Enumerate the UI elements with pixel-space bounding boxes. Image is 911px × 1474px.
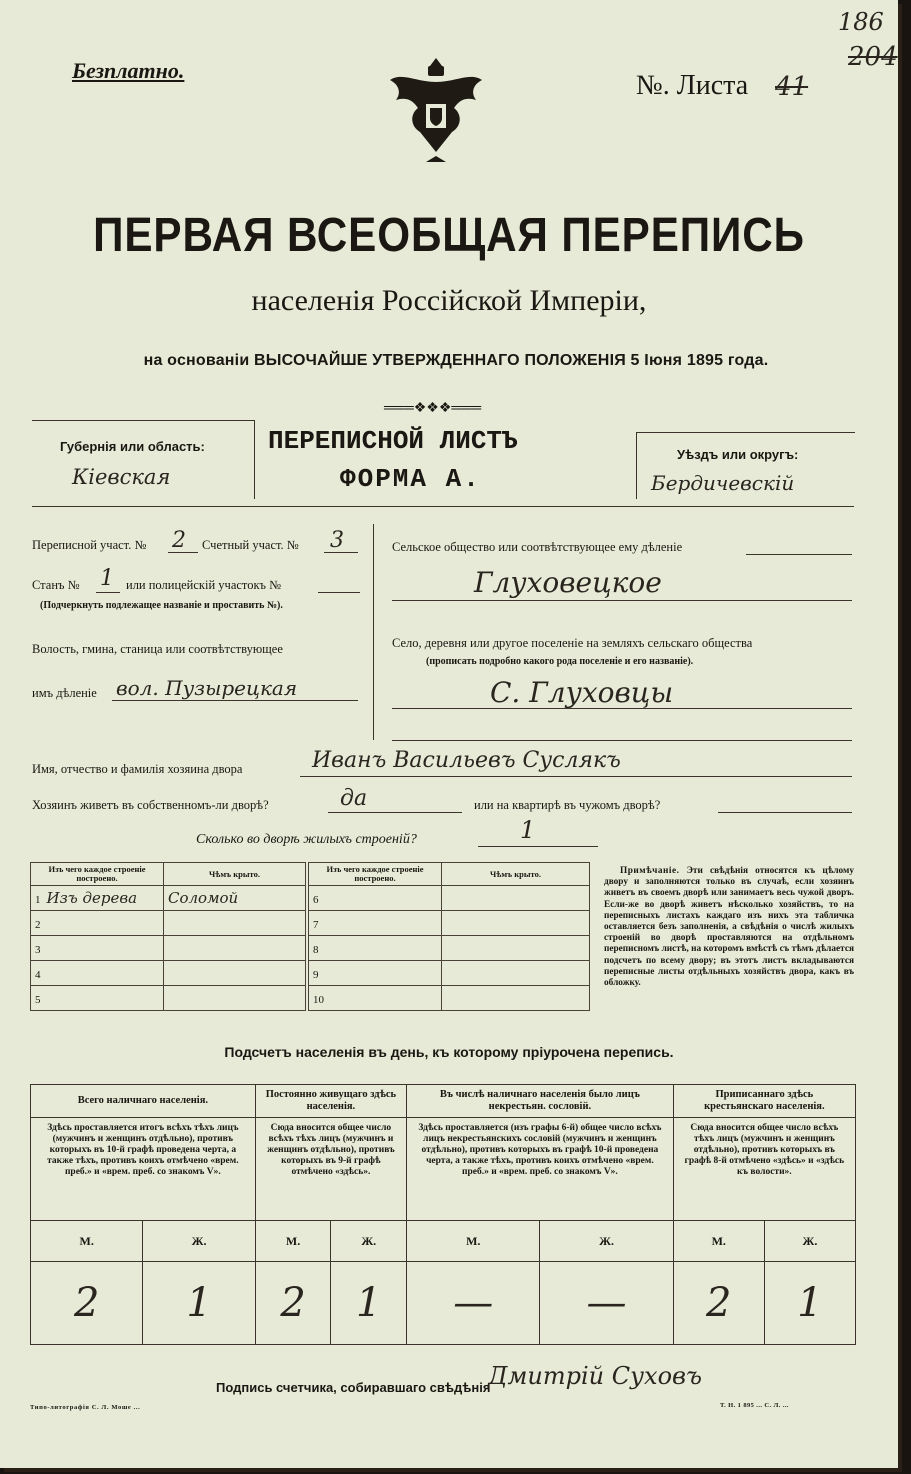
stan-label: Станъ № xyxy=(32,578,80,592)
village-note: (прописать подробно какого рода поселеніе и его названіе). xyxy=(426,656,694,667)
count-value-row xyxy=(31,1262,856,1345)
footer-right: Т. Н. 1 895 ... С. Л. ... xyxy=(720,1402,789,1409)
building-row xyxy=(31,911,306,936)
stan-rest: или полицейскій участокъ № xyxy=(126,578,282,592)
building-row xyxy=(309,961,590,986)
building-row xyxy=(309,911,590,936)
society-label: Сельское общество или соотвѣтствующее ему дѣленіе xyxy=(392,540,683,554)
village-label: Село, деревня или другое поселеніе на земляхъ сельскаго общества xyxy=(392,636,753,650)
schetny-value: 3 xyxy=(330,528,344,553)
count-column-head: Всего наличнаго населенія. xyxy=(31,1085,256,1118)
row-number: 4 xyxy=(35,969,41,981)
roof-value xyxy=(164,986,306,1011)
row-number: 6 xyxy=(313,894,319,906)
signature-value: Дмитрій Суховъ xyxy=(488,1362,702,1390)
building-row xyxy=(31,886,306,911)
male-label: М. xyxy=(407,1221,540,1262)
female-count: — xyxy=(540,1262,673,1345)
column-divider xyxy=(373,524,374,740)
stan-note: (Подчеркнуть подлежащее названіе и проставить №). xyxy=(40,600,283,611)
society-value: Глуховецкое xyxy=(474,566,662,599)
village-value: С. Глуховцы xyxy=(490,676,674,709)
double-headed-eagle-emblem xyxy=(380,52,492,164)
roof-value xyxy=(442,936,590,961)
row-number: 3 xyxy=(35,944,41,956)
building-row xyxy=(309,986,590,1011)
archive-number-struck: 204 xyxy=(848,42,898,72)
col-material: Изъ чего каждое строеніе построено. xyxy=(31,863,164,886)
male-count: — xyxy=(407,1262,540,1345)
lives-rest: или на квартирѣ въ чужомъ дворѣ? xyxy=(474,798,661,812)
roof-value xyxy=(442,886,590,911)
lives-label: Хозяинъ живетъ въ собственномъ-ли дворѣ? xyxy=(32,798,269,812)
roof-value xyxy=(442,911,590,936)
guberniya-label: Губернія или область: xyxy=(60,439,205,454)
male-count: 2 xyxy=(673,1262,764,1345)
male-count: 2 xyxy=(31,1262,143,1345)
row-number: 7 xyxy=(313,919,319,931)
form-subtitle: ФОРМА А. xyxy=(340,464,481,494)
form-title: ПЕРЕПИСНОЙ ЛИСТЪ xyxy=(268,426,518,456)
signature-label: Подпись счетчика, собиравшаго свѣдѣнія xyxy=(216,1380,491,1395)
buildings-table-right xyxy=(308,862,590,1011)
roof-value xyxy=(164,911,306,936)
building-row xyxy=(31,961,306,986)
building-row xyxy=(31,986,306,1011)
male-label: М. xyxy=(255,1221,331,1262)
uezd-label: Уѣздъ или округъ: xyxy=(677,447,799,462)
volost-label-2: имъ дѣленіе xyxy=(32,686,97,700)
stan-value: 1 xyxy=(100,566,114,591)
row-number: 9 xyxy=(313,969,319,981)
roof-value xyxy=(442,986,590,1011)
count-head-row xyxy=(31,1085,856,1118)
buildings-label: Сколько во дворѣ жилыхъ строеній? xyxy=(196,832,417,847)
volost-value: вол. Пузырецкая xyxy=(116,676,298,700)
lives-value: да xyxy=(340,786,368,811)
col-roof: Чѣмъ крыто. xyxy=(164,863,306,886)
main-title: ПЕРВАЯ ВСЕОБЩАЯ ПЕРЕПИСЬ xyxy=(93,209,805,262)
note-text: Эти свѣдѣнія относятся къ цѣлому двору и заполняются только въ случаѣ, если хозяинъ живетъ въ своемъ дворѣ или занимаетъ весь чужой дворъ. Если-же во дворѣ живетъ нѣсколько хозяйствъ, то на переписныхъ листахъ каждаго изъ нихъ эта табличка оставляется безъ заполненія, а свѣдѣнія о числѣ жилыхъ строеній во дворѣ проставляются на отдѣльномъ переписномъ листѣ, на которомъ вмѣстѣ съ тѣмъ дѣлается подсчетъ по всему двору; въ этотъ листъ вкладываются переписные листы отдѣльныхъ хозяйствъ двора, какъ въ обложку. xyxy=(604,866,854,989)
building-row xyxy=(309,936,590,961)
buildings-table-left xyxy=(30,862,306,1011)
uchastok-label: Переписной участ. № xyxy=(32,538,147,552)
volost-label: Волость, гмина, станица или соотвѣтствующее xyxy=(32,642,283,656)
count-mf-row xyxy=(31,1221,856,1262)
count-column-head: Приписаннаго здѣсь крестьянскаго населенія. xyxy=(673,1085,855,1118)
note-block xyxy=(604,866,854,989)
row-number: 2 xyxy=(35,919,41,931)
count-column-desc: Здѣсь проставляется (изъ графы 6-й) общее число всѣхъ лицъ некрестьянскихъ сословій (мужчинъ и женщинъ отдѣльно), противъ которыхъ въ графѣ 10-й проведена черта, а также тѣхъ, противъ коихъ отмѣчено «врем. преб.» и «врем. преб. со знакомъ V». xyxy=(407,1118,674,1221)
sheet-number-label: №. Листа xyxy=(636,70,749,101)
note-title: Примѣчаніе. xyxy=(620,866,680,876)
row-number: 8 xyxy=(313,944,319,956)
male-label: М. xyxy=(31,1221,143,1262)
building-row xyxy=(31,936,306,961)
uezd-value: Бердичевскій xyxy=(651,471,795,495)
row-number: 1 xyxy=(35,894,41,906)
count-column-desc: Здѣсь проставляется итогъ всѣхъ тѣхъ лицъ (мужчинъ и женщинъ отдѣльно), противъ которыхъ въ 10-й графѣ проведена черта, а также тѣхъ, противъ коихъ отмѣчено «врем. преб.» и «врем. преб. со знакомъ V». xyxy=(31,1118,256,1221)
row-number: 5 xyxy=(35,994,41,1006)
count-column-desc: Сюда вносится общее число всѣхъ тѣхъ лицъ (мужчинъ и женщинъ отдѣльно), противъ которыхъ въ 9-й графѣ отмѣчено «здѣсь». xyxy=(255,1118,406,1221)
basis-line: на основаніи ВЫСОЧАЙШЕ УТВЕРЖДЕННАГО ПОЛОЖЕНІЯ 5 Іюня 1895 года. xyxy=(143,352,769,369)
male-label: М. xyxy=(673,1221,764,1262)
ornament-divider: ═══❖❖❖═══ xyxy=(384,401,482,416)
subtitle: населенія Россійской Имперіи, xyxy=(251,284,647,317)
sheet-number-value: 41 xyxy=(775,72,809,102)
owner-value: Иванъ Васильевъ Суслякъ xyxy=(312,748,621,773)
roof-value xyxy=(164,961,306,986)
roof-value xyxy=(442,961,590,986)
uchastok-value: 2 xyxy=(172,528,186,553)
female-count: 1 xyxy=(143,1262,255,1345)
archive-number: 186 xyxy=(838,8,884,36)
roof-value: Соломой xyxy=(164,886,306,911)
female-label: Ж. xyxy=(331,1221,407,1262)
guberniya-value: Кіевская xyxy=(72,465,171,489)
count-title: Подсчетъ населенія въ день, къ которому пріурочена перепись. xyxy=(224,1044,674,1060)
count-column-head: Постоянно живущаго здѣсь населенія. xyxy=(255,1085,406,1118)
female-label: Ж. xyxy=(540,1221,673,1262)
female-count: 1 xyxy=(764,1262,855,1345)
building-row xyxy=(309,886,590,911)
count-column-head: Въ числѣ наличнаго населенія было лицъ некрестьян. сословій. xyxy=(407,1085,674,1118)
uezd-box xyxy=(636,432,855,499)
roof-value xyxy=(164,936,306,961)
owner-label: Имя, отчество и фамилія хозяина двора xyxy=(32,762,243,776)
female-label: Ж. xyxy=(143,1221,255,1262)
col-material: Изъ чего каждое строеніе построено. xyxy=(309,863,442,886)
divider xyxy=(32,506,854,507)
female-label: Ж. xyxy=(764,1221,855,1262)
count-table xyxy=(30,1084,856,1345)
row-number: 10 xyxy=(313,994,324,1006)
count-desc-row xyxy=(31,1118,856,1221)
count-column-desc: Сюда вносится общее число всѣхъ тѣхъ лицъ (мужчинъ и женщинъ отдѣльно), противъ которыхъ въ графѣ 8-й отмѣчено «здѣсь» и «здѣсь къ волости». xyxy=(673,1118,855,1221)
male-count: 2 xyxy=(255,1262,331,1345)
buildings-value: 1 xyxy=(520,816,536,844)
guberniya-box xyxy=(32,420,255,499)
material-value: Изъ дерева xyxy=(46,889,138,907)
female-count: 1 xyxy=(331,1262,407,1345)
col-roof: Чѣмъ крыто. xyxy=(442,863,590,886)
free-label: Безплатно. xyxy=(72,58,185,83)
schetny-label: Счетный участ. № xyxy=(202,538,299,552)
footer-left: Типо-литографія С. Л. Моше ... xyxy=(30,1404,141,1411)
